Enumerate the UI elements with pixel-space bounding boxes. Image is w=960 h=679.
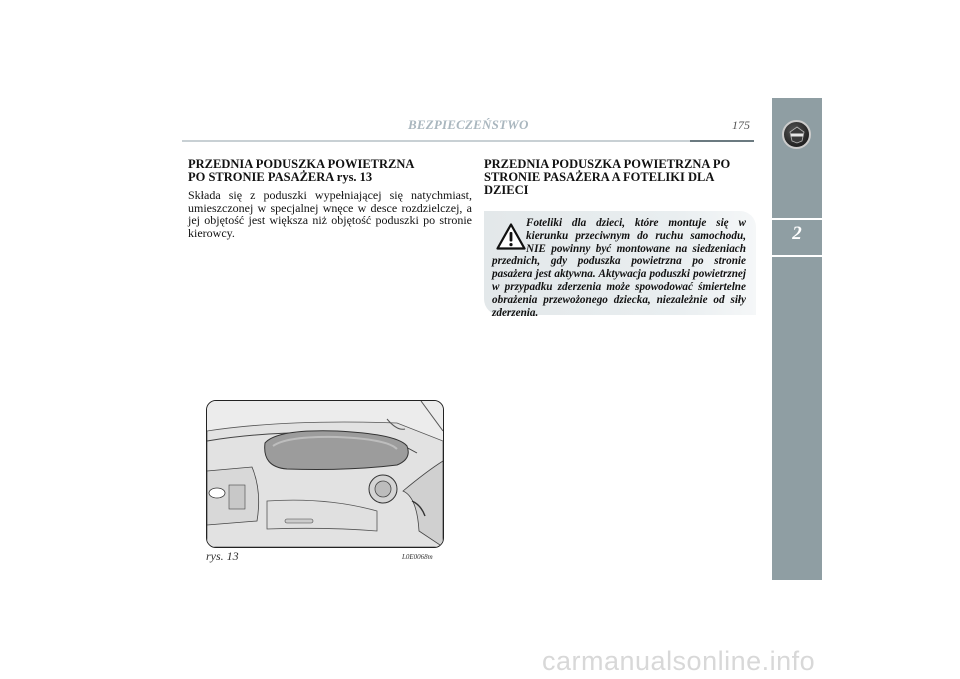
left-column	[188, 158, 472, 239]
section-heading-left	[188, 158, 472, 184]
body-paragraph: Składa się z poduszki wypełniającej się natychmiast, umieszczonej w specjalnej wnęce w desce rozdzielczej, a jej objętość jest większa niż objętość poduszki po stronie kierowcy.	[188, 188, 472, 240]
heading-line-1: PRZEDNIA PODUSZKA POWIETRZNA	[188, 157, 415, 171]
section-heading-right	[484, 158, 756, 197]
heading-line-2: PO STRONIE PASAŻERA	[188, 170, 334, 184]
warning-text-block	[492, 217, 746, 319]
side-divider-top	[772, 218, 822, 220]
side-divider-bottom	[772, 255, 822, 257]
figure-caption: rys. 13	[206, 549, 239, 563]
figure-reference: rys. 13	[336, 170, 373, 184]
right-column	[484, 158, 756, 197]
side-tab	[772, 98, 822, 580]
header-rule	[182, 140, 754, 142]
header-title: BEZPIECZEŃSTWO	[408, 117, 529, 132]
heading-line-1: PRZEDNIA PODUSZKA POWIETRZNA PO	[484, 157, 731, 171]
dashboard-airbag-illustration	[207, 401, 443, 547]
warning-box	[484, 211, 756, 319]
chapter-number: 2	[792, 223, 802, 244]
lancia-logo-icon	[782, 120, 811, 149]
page-number: 175	[732, 118, 750, 132]
figure-frame	[206, 400, 444, 548]
warning-text: Foteliki dla dzieci, które montuje się w kierunku przeciwnym do ruchu samochodu, NIE powinny być montowane na siedzeniach przednich, gdy poduszka powietrzna po stronie pasażera jest aktywna. Aktywacja poduszki powietrznej w przypadku zderzenia może spowodować śmiertelne obrażenia przewożonego dziecka, niezależnie od siły zderzenia.	[492, 217, 746, 319]
watermark: carmanualsonline.info	[542, 646, 816, 676]
figure-code: L0E0068m	[402, 553, 433, 561]
heading-line-2: STRONIE PASAŻERA A FOTELIKI DLA DZIECI	[484, 170, 714, 197]
